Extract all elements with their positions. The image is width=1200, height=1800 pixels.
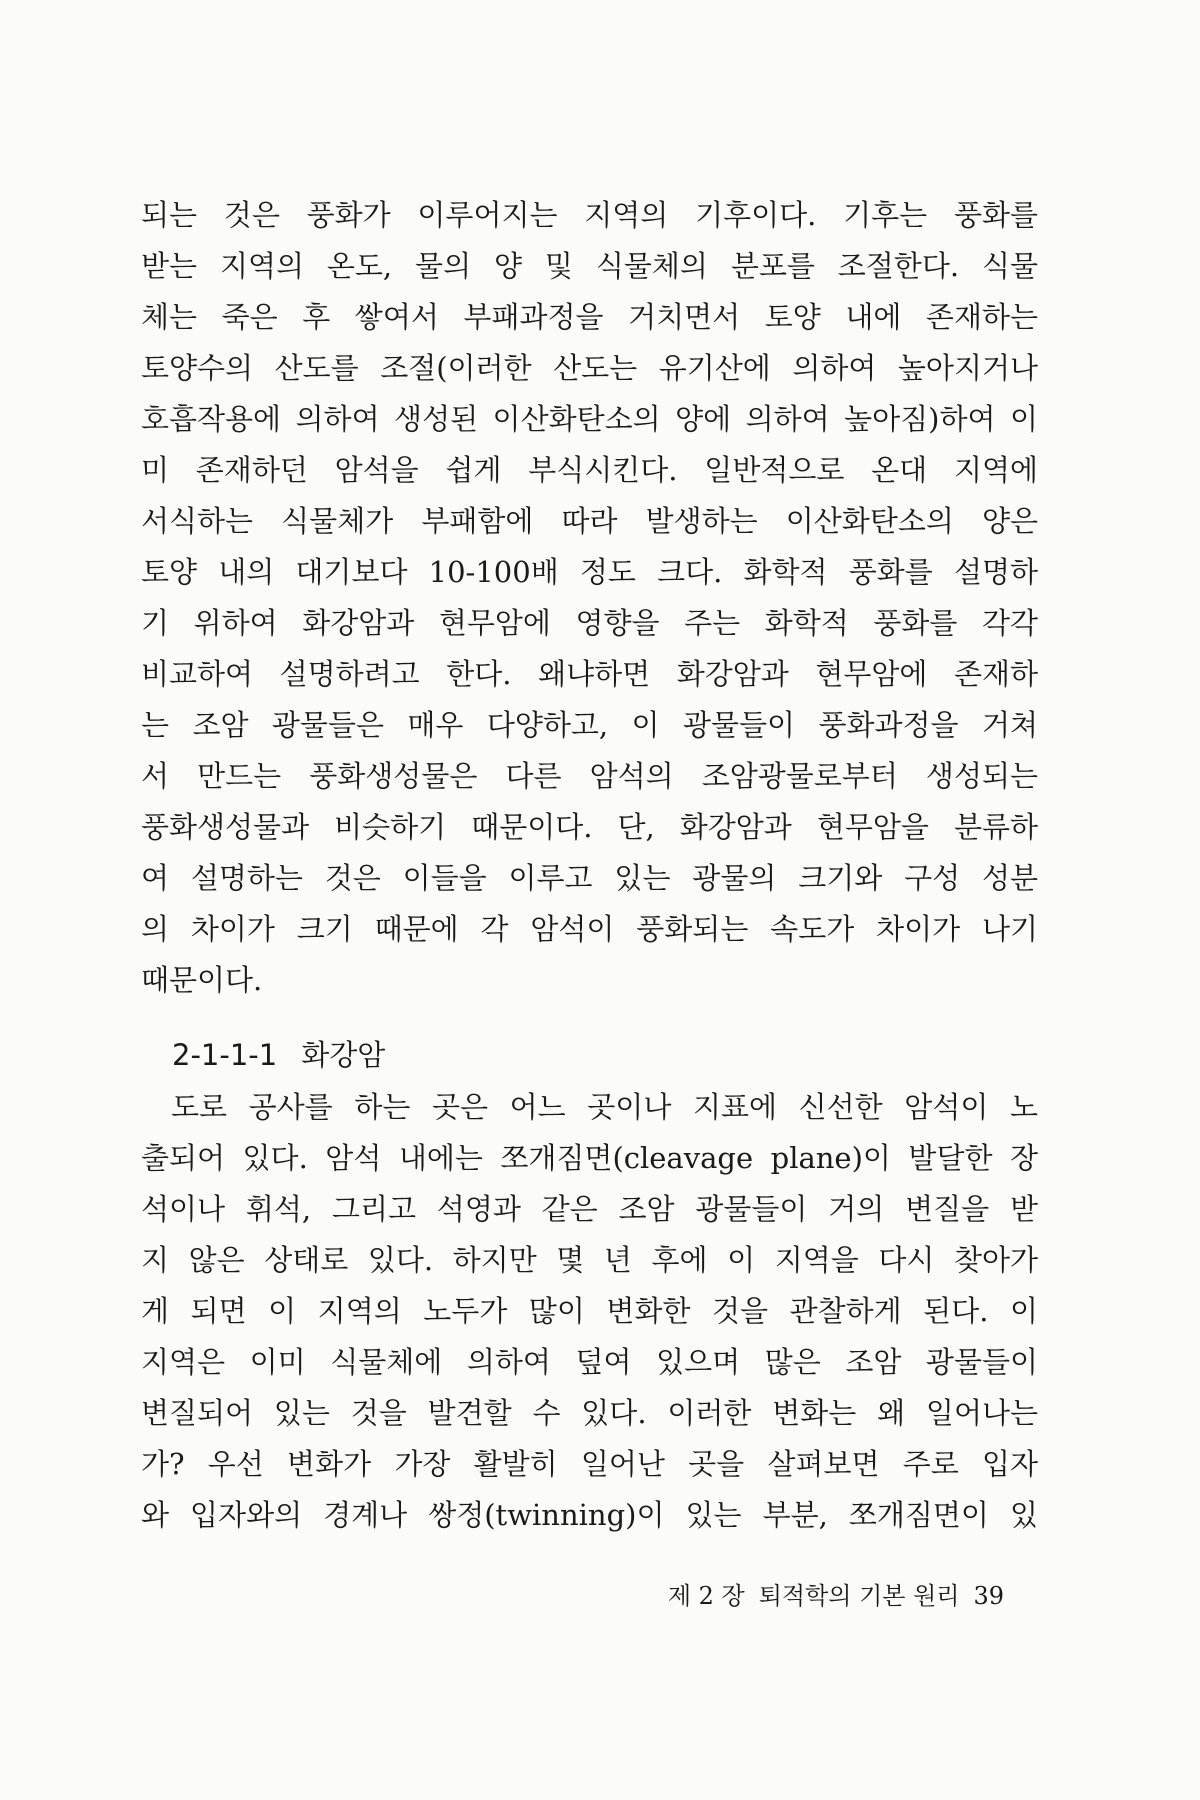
text-line: 는 조암 광물들은 매우 다양하고, 이 광물들이 풍화과정을 거쳐 (141, 708, 1038, 742)
text-line: 토양 내의 대기보다 10-100배 정도 크다. 화학적 풍화를 설명하 (141, 555, 1038, 589)
text-line: 출되어 있다. 암석 내에는 쪼개짐면(cleavage plane)이 발달한 장 (141, 1141, 1038, 1175)
text-line: 석이나 휘석, 그리고 석영과 같은 조암 광물들이 거의 변질을 받 (141, 1192, 1038, 1226)
footer-chapter: 제 2 장 (667, 1582, 745, 1610)
text-line: 서 만드는 풍화생성물은 다른 암석의 조암광물로부터 생성되는 (141, 759, 1038, 793)
text-line: 때문이다. (141, 963, 263, 997)
text-line: 서식하는 식물체가 부패함에 따라 발생하는 이산화탄소의 양은 (141, 504, 1038, 538)
footer-chapter-title: 퇴적학의 기본 원리 (758, 1582, 960, 1610)
text-line: 체는 죽은 후 쌓여서 부패과정을 거치면서 토양 내에 존재하는 (141, 300, 1038, 334)
text-line: 변질되어 있는 것을 발견할 수 있다. 이러한 변화는 왜 일어나는 (141, 1396, 1038, 1430)
text-line: 비교하여 설명하려고 한다. 왜냐하면 화강암과 현무암에 존재하 (141, 657, 1038, 691)
text-line: 가? 우선 변화가 가장 활발히 일어난 곳을 살펴보면 주로 입자 (141, 1447, 1038, 1481)
text-line: 기 위하여 화강암과 현무암에 영향을 주는 화학적 풍화를 각각 (141, 606, 1038, 640)
text-line: 와 입자와의 경계나 쌍정(twinning)이 있는 부분, 쪼개짐면이 있 (141, 1498, 1038, 1532)
text-line: 되는 것은 풍화가 이루어지는 지역의 기후이다. 기후는 풍화를 (141, 198, 1038, 232)
text-line: 지역은 이미 식물체에 의하여 덮여 있으며 많은 조암 광물들이 (141, 1345, 1038, 1379)
section-title: 화강암 (301, 1038, 386, 1072)
page-footer (654, 1576, 1004, 1616)
text-line: 받는 지역의 온도, 물의 양 및 식물체의 분포를 조절한다. 식물 (141, 249, 1038, 283)
text-line: 의 차이가 크기 때문에 각 암석이 풍화되는 속도가 차이가 나기 (141, 912, 1038, 946)
text-line: 토양수의 산도를 조절(이러한 산도는 유기산에 의하여 높아지거나 (141, 351, 1038, 385)
text-line: 풍화생성물과 비슷하기 때문이다. 단, 화강암과 현무암을 분류하 (141, 810, 1038, 844)
text-line: 여 설명하는 것은 이들을 이루고 있는 광물의 크기와 구성 성분 (141, 861, 1038, 895)
text-line: 도로 공사를 하는 곳은 어느 곳이나 지표에 신선한 암석이 노 (171, 1090, 1038, 1124)
section-number: 2-1-1-1 (172, 1038, 278, 1072)
page-number: 39 (973, 1582, 1004, 1610)
paragraph-1 (141, 190, 1038, 1006)
section-heading (172, 1030, 385, 1081)
paragraph-2 (141, 1082, 1038, 1541)
text-line: 미 존재하던 암석을 쉽게 부식시킨다. 일반적으로 온대 지역에 (141, 453, 1038, 487)
text-line: 게 되면 이 지역의 노두가 많이 변화한 것을 관찰하게 된다. 이 (141, 1294, 1038, 1328)
text-line: 지 않은 상태로 있다. 하지만 몇 년 후에 이 지역을 다시 찾아가 (141, 1243, 1038, 1277)
text-line: 호흡작용에 의하여 생성된 이산화탄소의 양에 의하여 높아짐)하여 이 (141, 402, 1038, 436)
